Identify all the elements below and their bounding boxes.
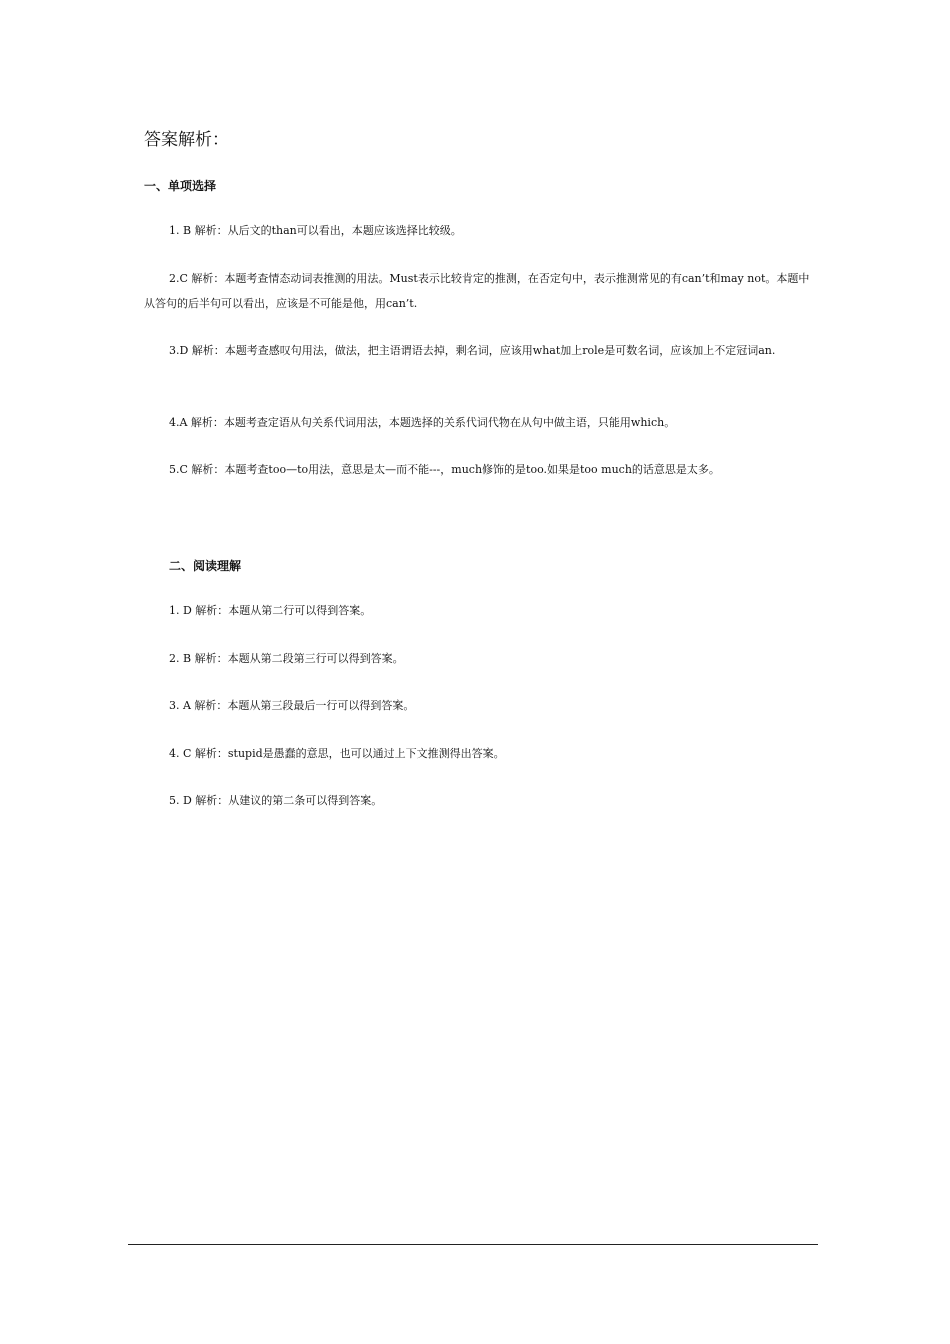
answer-item: 5.C 解析：本题考查too—to用法，意思是太—而不能---，much修饰的是too.如果是too much的话意思是太多。: [169, 463, 720, 476]
answer-item: 3. A 解析：本题从第三段最后一行可以得到答案。: [169, 699, 415, 712]
footer-divider: [128, 1244, 818, 1245]
answer-item: 5. D 解析：从建议的第二条可以得到答案。: [169, 794, 383, 807]
answer-item: 4. C 解析：stupid是愚蠢的意思，也可以通过上下文推测得出答案。: [169, 747, 505, 760]
section-heading-single-choice: 一、单项选择: [144, 179, 217, 193]
answer-item: 1. B 解析：从后文的than可以看出，本题应该选择比较级。: [169, 224, 462, 237]
answer-item: 2. B 解析：本题从第二段第三行可以得到答案。: [169, 652, 404, 665]
answer-item: 1. D 解析：本题从第二行可以得到答案。: [169, 604, 372, 617]
answer-item: 2.C 解析：本题考查情态动词表推测的用法。Must表示比较肯定的推测，在否定句中，表示推测常见的有can’t和may not。本题中从答句的后半句可以看出，应该是不可能是他，用can’t.: [144, 272, 810, 310]
answer-item: 3.D 解析：本题考查感叹句用法，做法，把主语谓语去掉，剩名词，应该用what加上role是可数名词，应该加上不定冠词an.: [169, 344, 776, 357]
section-heading-reading: 二、阅读理解: [169, 559, 242, 573]
page-title: 答案解析：: [144, 130, 229, 150]
answer-item: 4.A 解析：本题考查定语从句关系代词用法，本题选择的关系代词代物在从句中做主语，只能用which。: [169, 416, 676, 429]
